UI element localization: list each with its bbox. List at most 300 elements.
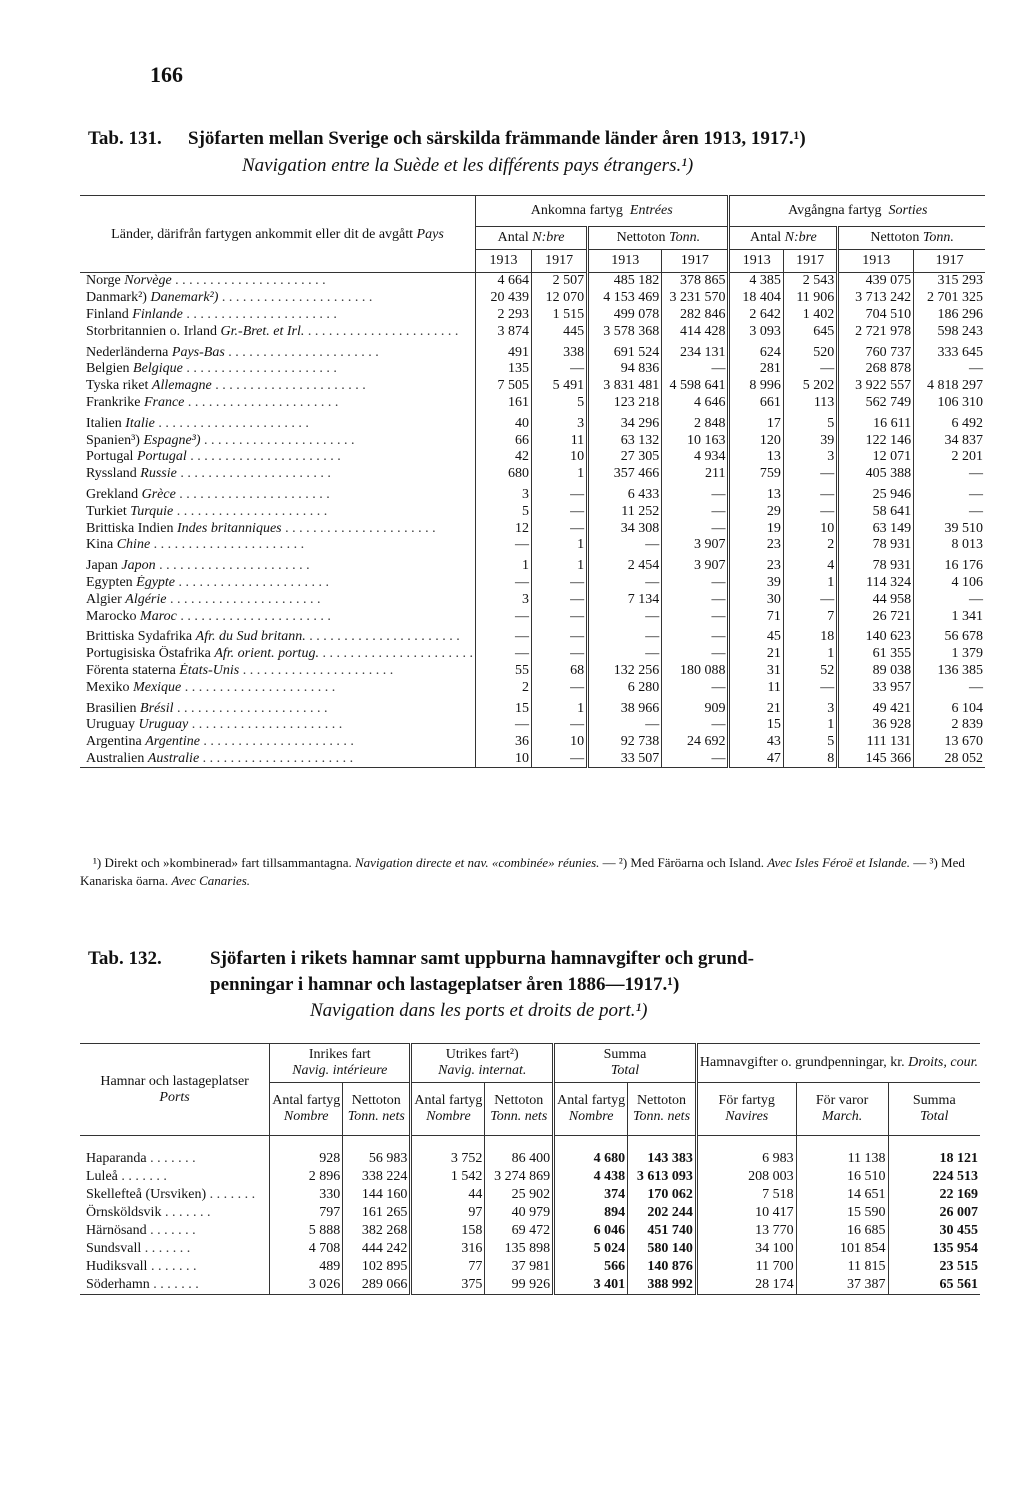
- data-cell: 661: [729, 395, 783, 412]
- data-cell: 39: [729, 575, 783, 592]
- data-cell: 3 922 557: [838, 378, 914, 395]
- data-cell: 23 515: [888, 1258, 980, 1276]
- data-cell: 7 134: [588, 591, 662, 608]
- data-cell: 566: [554, 1258, 628, 1276]
- tab131-body: [80, 273, 985, 768]
- data-cell: 65 561: [888, 1276, 980, 1295]
- country-name: Portugal Portugal . . . . . . . . . . . . . . . . . . . . . .: [86, 449, 341, 465]
- country-name: Brittiska Sydafrika Afr. du Sud britann. . . . . . . . . . . . . . . . . . . . . . .: [86, 629, 460, 645]
- data-cell: 4 385: [729, 273, 783, 290]
- data-cell: 208 003: [696, 1168, 796, 1186]
- data-cell: 1: [532, 466, 588, 483]
- country-col-label-fr: Pays: [416, 226, 444, 242]
- data-cell: —: [662, 520, 729, 537]
- data-cell: 444 242: [343, 1240, 411, 1258]
- data-cell: 7: [783, 608, 837, 625]
- table-row: [80, 340, 985, 361]
- data-cell: 13 770: [696, 1222, 796, 1240]
- data-cell: 2 701 325: [914, 290, 985, 307]
- country-name: Algier Algérie . . . . . . . . . . . . . . . . . . . . . .: [86, 591, 321, 607]
- data-cell: 491: [475, 340, 531, 361]
- table-row: [80, 378, 985, 395]
- data-cell: 4 708: [270, 1240, 343, 1258]
- tab132-number: Tab. 132.: [88, 948, 162, 969]
- data-cell: 3 874: [475, 323, 531, 340]
- port-name: Haparanda . . . . . . .: [86, 1151, 196, 1166]
- data-cell: 136 385: [914, 663, 985, 680]
- table-row: [80, 646, 985, 663]
- data-cell: 140 876: [628, 1258, 697, 1276]
- data-cell: 23: [729, 554, 783, 575]
- data-cell: 1 542: [411, 1168, 485, 1186]
- data-cell: 374: [554, 1186, 628, 1204]
- data-cell: —: [914, 466, 985, 483]
- data-cell: —: [783, 503, 837, 520]
- data-cell: 1 515: [532, 307, 588, 324]
- data-cell: 580 140: [628, 1240, 697, 1258]
- data-cell: 6 983: [696, 1136, 796, 1169]
- data-cell: 12: [475, 520, 531, 537]
- data-cell: 405 388: [838, 466, 914, 483]
- data-cell: —: [783, 361, 837, 378]
- data-cell: 16 685: [796, 1222, 888, 1240]
- data-cell: 122 146: [838, 432, 914, 449]
- data-cell: 101 854: [796, 1240, 888, 1258]
- table-row: [80, 449, 985, 466]
- data-cell: 24 692: [662, 734, 729, 751]
- data-cell: 3 093: [729, 323, 783, 340]
- data-cell: —: [475, 608, 531, 625]
- data-cell: 25 946: [838, 483, 914, 504]
- data-cell: —: [532, 503, 588, 520]
- data-cell: 598 243: [914, 323, 985, 340]
- data-cell: —: [532, 646, 588, 663]
- avgifter-header: Hamnavgifter o. grundpenningar, kr. Droits, cour.: [696, 1044, 980, 1083]
- entered-header: Ankomna fartyg Entrées: [475, 196, 729, 227]
- data-cell: 211: [662, 466, 729, 483]
- year-header: 1917: [662, 250, 729, 273]
- summa-header: Summa Total: [554, 1044, 697, 1083]
- data-cell: 18 404: [729, 290, 783, 307]
- data-cell: 68: [532, 663, 588, 680]
- port-name: Skellefteå (Ursviken) . . . . . . .: [86, 1187, 256, 1202]
- table-row: [80, 432, 985, 449]
- port-name: Hudiksvall . . . . . . .: [86, 1259, 197, 1274]
- data-cell: —: [532, 625, 588, 646]
- data-cell: —: [662, 503, 729, 520]
- country-name: Italien Italie . . . . . . . . . . . . . . . . . . . . . .: [86, 415, 309, 431]
- data-cell: 224 513: [888, 1168, 980, 1186]
- footnote-2-fr: Avec Isles Féroë et Islande.: [767, 855, 911, 870]
- tab131-footnotes: [80, 854, 985, 890]
- data-cell: 2 543: [783, 273, 837, 290]
- data-cell: 56 678: [914, 625, 985, 646]
- data-cell: —: [662, 608, 729, 625]
- data-cell: 3: [532, 411, 588, 432]
- data-cell: 52: [783, 663, 837, 680]
- data-cell: 135: [475, 361, 531, 378]
- data-cell: 135 954: [888, 1240, 980, 1258]
- data-cell: 2 642: [729, 307, 783, 324]
- data-cell: 12 071: [838, 449, 914, 466]
- country-name: Spanien³) Espagne³) . . . . . . . . . . . . . . . . . . . . . .: [86, 432, 355, 448]
- data-cell: —: [914, 483, 985, 504]
- data-cell: 15: [475, 696, 531, 717]
- data-cell: —: [662, 646, 729, 663]
- port-name: Örnsköldsvik . . . . . . .: [86, 1205, 211, 1220]
- data-cell: 111 131: [838, 734, 914, 751]
- data-cell: 61 355: [838, 646, 914, 663]
- data-cell: 11 906: [783, 290, 837, 307]
- table-row: [80, 1258, 980, 1276]
- country-name: Ryssland Russie . . . . . . . . . . . . . . . . . . . . . .: [86, 466, 331, 482]
- data-cell: 16 510: [796, 1168, 888, 1186]
- data-cell: 759: [729, 466, 783, 483]
- data-cell: 161 265: [343, 1204, 411, 1222]
- data-cell: 7 505: [475, 378, 531, 395]
- data-cell: 1: [532, 696, 588, 717]
- data-cell: 645: [783, 323, 837, 340]
- country-column-header: [80, 196, 475, 273]
- data-cell: 18 121: [888, 1136, 980, 1169]
- data-cell: 4 598 641: [662, 378, 729, 395]
- data-cell: 499 078: [588, 307, 662, 324]
- data-cell: —: [662, 679, 729, 696]
- data-cell: 357 466: [588, 466, 662, 483]
- data-cell: 66: [475, 432, 531, 449]
- year-header: 1913: [475, 250, 531, 273]
- data-cell: 55: [475, 663, 531, 680]
- data-cell: —: [662, 751, 729, 768]
- data-cell: —: [662, 575, 729, 592]
- data-cell: 43: [729, 734, 783, 751]
- table-row: [80, 1186, 980, 1204]
- data-cell: 78 931: [838, 537, 914, 554]
- data-cell: 1: [475, 554, 531, 575]
- data-cell: 113: [783, 395, 837, 412]
- data-cell: 375: [411, 1276, 485, 1295]
- antal-header: Antal fartyg Nombre: [554, 1083, 628, 1136]
- footnote-1: ¹) Direkt och »kombinerad» fart tillsammantagna.: [93, 855, 352, 870]
- country-name: Finland Finlande . . . . . . . . . . . . . . . . . . . . . .: [86, 306, 337, 322]
- data-cell: 3 907: [662, 554, 729, 575]
- data-cell: —: [475, 646, 531, 663]
- country-name: Storbritannien o. Irland Gr.-Bret. et Irl. . . . . . . . . . . . . . . . . . . . . . .: [86, 323, 459, 339]
- table-row: [80, 1222, 980, 1240]
- data-cell: 6 433: [588, 483, 662, 504]
- tab131-subtitle: Navigation entre la Suède et les différents pays étrangers.¹): [242, 155, 694, 176]
- table-row: [80, 537, 985, 554]
- data-cell: 378 865: [662, 273, 729, 290]
- table-row: [80, 717, 985, 734]
- data-cell: 1: [532, 554, 588, 575]
- data-cell: 31: [729, 663, 783, 680]
- data-cell: 15: [729, 717, 783, 734]
- data-cell: —: [532, 520, 588, 537]
- table-row: [80, 751, 985, 768]
- port-column-header: Hamnar och lastageplatser Ports: [80, 1044, 270, 1136]
- data-cell: 12 070: [532, 290, 588, 307]
- data-cell: 11 815: [796, 1258, 888, 1276]
- utrikes-header: Utrikes fart²) Navig. internat.: [411, 1044, 554, 1083]
- tab132-body: [80, 1136, 980, 1295]
- data-cell: 5 491: [532, 378, 588, 395]
- data-cell: 5: [475, 503, 531, 520]
- data-cell: 34 296: [588, 411, 662, 432]
- data-cell: 45: [729, 625, 783, 646]
- data-cell: 8 013: [914, 537, 985, 554]
- data-cell: 330: [270, 1186, 343, 1204]
- data-cell: —: [662, 625, 729, 646]
- data-cell: 89 038: [838, 663, 914, 680]
- data-cell: 16 176: [914, 554, 985, 575]
- data-cell: 42: [475, 449, 531, 466]
- data-cell: 704 510: [838, 307, 914, 324]
- data-cell: 3: [475, 591, 531, 608]
- table-row: [80, 1204, 980, 1222]
- year-header: 1913: [838, 250, 914, 273]
- data-cell: 760 737: [838, 340, 914, 361]
- data-cell: 114 324: [838, 575, 914, 592]
- data-cell: —: [532, 679, 588, 696]
- data-cell: 451 740: [628, 1222, 697, 1240]
- data-cell: 33 957: [838, 679, 914, 696]
- country-name: Kina Chine . . . . . . . . . . . . . . . . . . . . . .: [86, 537, 305, 553]
- data-cell: 58 641: [838, 503, 914, 520]
- data-cell: 3: [475, 483, 531, 504]
- for-varor-header: För varor March.: [796, 1083, 888, 1136]
- data-cell: 40: [475, 411, 531, 432]
- data-cell: 1 341: [914, 608, 985, 625]
- data-cell: —: [532, 483, 588, 504]
- data-cell: —: [914, 503, 985, 520]
- data-cell: —: [532, 361, 588, 378]
- data-cell: 3 831 481: [588, 378, 662, 395]
- data-cell: 4 934: [662, 449, 729, 466]
- data-cell: 5 888: [270, 1222, 343, 1240]
- tab131-title: Sjöfarten mellan Sverige och särskilda främmande länder åren 1913, 1917.¹): [188, 128, 806, 149]
- table-row: [80, 520, 985, 537]
- data-cell: —: [532, 717, 588, 734]
- table-row: [80, 483, 985, 504]
- data-cell: —: [662, 591, 729, 608]
- year-header: 1917: [914, 250, 985, 273]
- table-row: [80, 361, 985, 378]
- data-cell: 1: [532, 537, 588, 554]
- country-name: Australien Australie . . . . . . . . . . . . . . . . . . . . . .: [86, 750, 354, 766]
- data-cell: 3: [783, 696, 837, 717]
- nettoton-header: Nettoton Tonn. nets: [485, 1083, 554, 1136]
- tab132-title-line1: Sjöfarten i rikets hamnar samt uppburna hamnavgifter och grund-: [210, 948, 755, 969]
- data-cell: 20 439: [475, 290, 531, 307]
- data-cell: 26 721: [838, 608, 914, 625]
- port-name: Söderhamn . . . . . . .: [86, 1277, 199, 1292]
- country-name: Nederländerna Pays-Bas . . . . . . . . . . . . . . . . . . . . . .: [86, 344, 379, 360]
- data-cell: 5 024: [554, 1240, 628, 1258]
- country-name: Grekland Grèce . . . . . . . . . . . . . . . . . . . . . .: [86, 486, 330, 502]
- country-name: Frankrike France . . . . . . . . . . . . . . . . . . . . . .: [86, 394, 339, 410]
- data-cell: 5: [532, 395, 588, 412]
- data-cell: 489: [270, 1258, 343, 1276]
- data-cell: 1: [783, 646, 837, 663]
- data-cell: 143 383: [628, 1136, 697, 1169]
- table-row: [80, 290, 985, 307]
- table-row: [80, 1136, 980, 1169]
- data-cell: 338 224: [343, 1168, 411, 1186]
- data-cell: —: [475, 717, 531, 734]
- data-cell: 315 293: [914, 273, 985, 290]
- country-name: Danmark²) Danemark²) . . . . . . . . . . . . . . . . . . . . . .: [86, 290, 373, 306]
- data-cell: —: [532, 575, 588, 592]
- nettoton-header: Nettoton Tonn. nets: [628, 1083, 697, 1136]
- data-cell: 10: [532, 449, 588, 466]
- data-cell: 1 402: [783, 307, 837, 324]
- data-cell: 8 996: [729, 378, 783, 395]
- data-cell: 38 966: [588, 696, 662, 717]
- port-name: Luleå . . . . . . .: [86, 1169, 167, 1184]
- data-cell: 6 280: [588, 679, 662, 696]
- data-cell: 3: [783, 449, 837, 466]
- data-cell: 4 664: [475, 273, 531, 290]
- data-cell: 37 387: [796, 1276, 888, 1295]
- data-cell: 520: [783, 340, 837, 361]
- data-cell: 17: [729, 411, 783, 432]
- data-cell: 4 438: [554, 1168, 628, 1186]
- data-cell: 562 749: [838, 395, 914, 412]
- country-name: Tyska riket Allemagne . . . . . . . . . . . . . . . . . . . . . .: [86, 378, 366, 394]
- data-cell: 102 895: [343, 1258, 411, 1276]
- data-cell: 170 062: [628, 1186, 697, 1204]
- data-cell: 2 201: [914, 449, 985, 466]
- data-cell: 8: [783, 751, 837, 768]
- tab132-table: [80, 1043, 980, 1295]
- data-cell: 145 366: [838, 751, 914, 768]
- data-cell: 36: [475, 734, 531, 751]
- data-cell: 14 651: [796, 1186, 888, 1204]
- table-row: [80, 663, 985, 680]
- antal-header: Antal fartyg Nombre: [411, 1083, 485, 1136]
- data-cell: 691 524: [588, 340, 662, 361]
- data-cell: 10: [783, 520, 837, 537]
- data-cell: 6 046: [554, 1222, 628, 1240]
- data-cell: 28 052: [914, 751, 985, 768]
- data-cell: 15 590: [796, 1204, 888, 1222]
- data-cell: 11 138: [796, 1136, 888, 1169]
- data-cell: 11: [729, 679, 783, 696]
- data-cell: —: [532, 608, 588, 625]
- data-cell: 44 958: [838, 591, 914, 608]
- data-cell: 2 839: [914, 717, 985, 734]
- data-cell: —: [914, 591, 985, 608]
- data-cell: 2 293: [475, 307, 531, 324]
- data-cell: 30: [729, 591, 783, 608]
- tab132-heading: [88, 948, 754, 970]
- tab131-table: [80, 195, 985, 768]
- tab132-subtitle: Navigation dans les ports et droits de port.¹): [310, 1000, 648, 1021]
- data-cell: 99 926: [485, 1276, 554, 1295]
- table-row: [80, 625, 985, 646]
- data-cell: 3 231 570: [662, 290, 729, 307]
- data-cell: 4: [783, 554, 837, 575]
- data-cell: 2: [783, 537, 837, 554]
- country-col-label: Länder, därifrån fartygen ankommit eller dit de avgått: [111, 226, 414, 242]
- data-cell: 37 981: [485, 1258, 554, 1276]
- data-cell: 5: [783, 734, 837, 751]
- country-name: Portugisiska Östafrika Afr. orient. portug. . . . . . . . . . . . . . . . . . . . . . .: [86, 646, 473, 662]
- data-cell: 894: [554, 1204, 628, 1222]
- table-row: [80, 554, 985, 575]
- page-number: 166: [150, 62, 183, 87]
- data-cell: 6 104: [914, 696, 985, 717]
- data-cell: —: [588, 625, 662, 646]
- table-row: [80, 696, 985, 717]
- data-cell: 2 507: [532, 273, 588, 290]
- data-cell: 36 928: [838, 717, 914, 734]
- data-cell: —: [475, 575, 531, 592]
- data-cell: —: [783, 679, 837, 696]
- data-cell: —: [475, 625, 531, 646]
- data-cell: 5: [783, 411, 837, 432]
- departed-header: Avgångna fartyg Sorties: [729, 196, 985, 227]
- data-cell: —: [783, 466, 837, 483]
- data-cell: 63 149: [838, 520, 914, 537]
- country-name: Belgien Belgique . . . . . . . . . . . . . . . . . . . . . .: [86, 361, 337, 377]
- data-cell: —: [662, 361, 729, 378]
- data-cell: 333 645: [914, 340, 985, 361]
- data-cell: 3 907: [662, 537, 729, 554]
- port-name: Sundsvall . . . . . . .: [86, 1241, 191, 1256]
- data-cell: 92 738: [588, 734, 662, 751]
- table-row: [80, 411, 985, 432]
- data-cell: 382 268: [343, 1222, 411, 1240]
- country-name: Marocko Maroc . . . . . . . . . . . . . . . . . . . . . .: [86, 608, 331, 624]
- data-cell: 26 007: [888, 1204, 980, 1222]
- data-cell: 106 310: [914, 395, 985, 412]
- data-cell: 180 088: [662, 663, 729, 680]
- year-header: 1917: [783, 250, 837, 273]
- data-cell: 11 700: [696, 1258, 796, 1276]
- data-cell: 6 492: [914, 411, 985, 432]
- data-cell: 202 244: [628, 1204, 697, 1222]
- country-name: Brittiska Indien Indes britanniques . . . . . . . . . . . . . . . . . . . . . .: [86, 520, 436, 536]
- entered-count-header: Antal N:bre: [475, 227, 587, 250]
- data-cell: 4 153 469: [588, 290, 662, 307]
- footnote-1-fr: Navigation directe et nav. «combinée» réunies.: [355, 855, 600, 870]
- data-cell: 680: [475, 466, 531, 483]
- nettoton-header: Nettoton Tonn. nets: [343, 1083, 411, 1136]
- data-cell: 22 169: [888, 1186, 980, 1204]
- data-cell: —: [588, 608, 662, 625]
- data-cell: 23: [729, 537, 783, 554]
- data-cell: 78 931: [838, 554, 914, 575]
- data-cell: 2 848: [662, 411, 729, 432]
- year-header: 1913: [588, 250, 662, 273]
- data-cell: 94 836: [588, 361, 662, 378]
- data-cell: —: [914, 679, 985, 696]
- data-cell: 909: [662, 696, 729, 717]
- data-cell: 1 379: [914, 646, 985, 663]
- footnote-3-fr: Avec Canaries.: [171, 873, 251, 888]
- data-cell: 47: [729, 751, 783, 768]
- data-cell: 928: [270, 1136, 343, 1169]
- data-cell: 39 510: [914, 520, 985, 537]
- data-cell: 13: [729, 483, 783, 504]
- data-cell: 11: [532, 432, 588, 449]
- data-cell: —: [475, 537, 531, 554]
- data-cell: 44: [411, 1186, 485, 1204]
- table-row: [80, 734, 985, 751]
- data-cell: 3 401: [554, 1276, 628, 1295]
